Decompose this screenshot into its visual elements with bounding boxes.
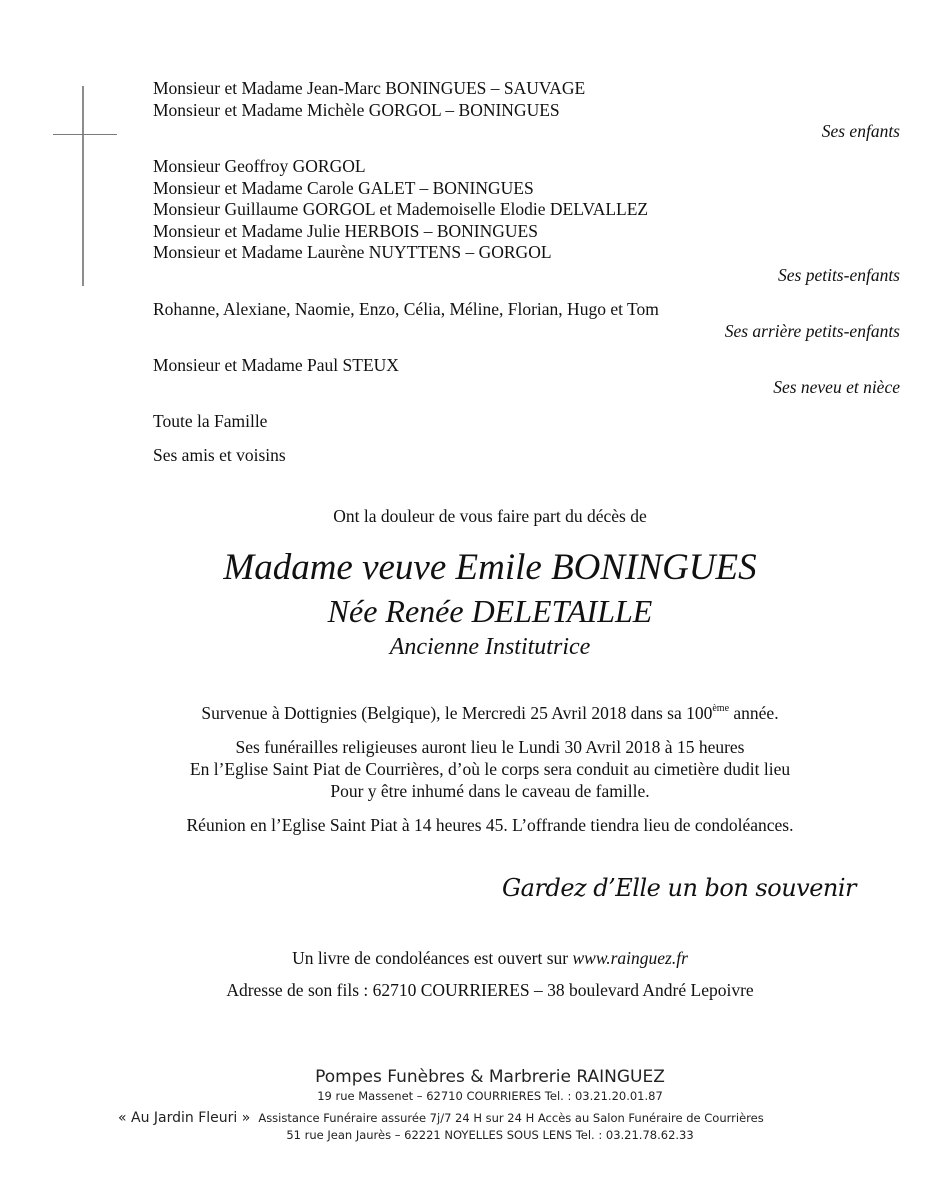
- family-grandchild-line: Monsieur et Madame Julie HERBOIS – BONINGUES: [153, 221, 538, 241]
- family-grandchild-line: Monsieur Geoffroy GORGOL: [153, 156, 366, 176]
- cross-horizontal-bar: [53, 134, 117, 135]
- company-address: 19 rue Massenet – 62710 COURRIERES Tel. : 03.21.20.01.87: [317, 1089, 663, 1103]
- occupation: Ancienne Institutrice: [389, 634, 591, 660]
- gathering-line: Réunion en l’Eglise Saint Piat à 14 heures 45. L’offrande tiendra lieu de condoléances.: [186, 815, 794, 835]
- role-label-great-grandchildren: Ses arrière petits-enfants: [724, 321, 900, 341]
- condolence-link[interactable]: www.rainguez.fr: [572, 948, 688, 968]
- announcement-intro: Ont la douleur de vous faire part du décès de: [333, 506, 647, 526]
- role-label-nephew-niece: Ses neveu et nièce: [773, 377, 900, 397]
- family-child-line: Monsieur et Madame Michèle GORGOL – BONINGUES: [153, 100, 560, 120]
- funeral-line: En l’Eglise Saint Piat de Courrières, d’où le corps sera conduit au cimetière dudit lieu: [189, 759, 791, 779]
- son-address: Adresse de son fils : 62710 COURRIERES – 38 boulevard André Lepoivre: [226, 980, 754, 1000]
- condolence-line: [0, 947, 946, 969]
- role-label-children: Ses enfants: [821, 121, 900, 141]
- family-grandchild-line: Monsieur et Madame Carole GALET – BONINGUES: [153, 178, 534, 198]
- death-notice-ordinal: ème: [712, 703, 730, 714]
- branch-services: Assistance Funéraire assurée 7j/7 24 H sur 24 H Accès au Salon Funéraire de Courrières: [258, 1111, 764, 1125]
- death-notice-text: Survenue à Dottignies (Belgique), le Mercredi 25 Avril 2018 dans sa 100: [201, 703, 713, 723]
- cross-vertical-bar: [82, 86, 84, 286]
- family-grandchild-line: Monsieur Guillaume GORGOL et Mademoiselle Elodie DELVALLEZ: [153, 199, 649, 219]
- role-label-grandchildren: Ses petits-enfants: [778, 265, 900, 285]
- remembrance-text: Gardez d’Elle un bon souvenir: [502, 874, 857, 902]
- family-grandchild-line: Monsieur et Madame Laurène NUYTTENS – GORGOL: [153, 242, 552, 262]
- branch-name: « Au Jardin Fleuri »: [118, 1110, 251, 1126]
- condolence-text: Un livre de condoléances est ouvert sur: [292, 948, 573, 968]
- family-friends-line: Ses amis et voisins: [153, 445, 286, 465]
- death-notice-end: année.: [729, 703, 779, 723]
- family-nephew-niece-line: Monsieur et Madame Paul STEUX: [153, 355, 399, 375]
- company-name: Pompes Funèbres & Marbrerie RAINGUEZ: [315, 1067, 665, 1087]
- deceased-name: Madame veuve Emile BONINGUES: [223, 547, 757, 588]
- maiden-name: Née Renée DELETAILLE: [327, 593, 653, 629]
- branch-line: [118, 1108, 764, 1128]
- family-child-line: Monsieur et Madame Jean-Marc BONINGUES – SAUVAGE: [153, 78, 586, 98]
- family-great-grandchildren-line: Rohanne, Alexiane, Naomie, Enzo, Célia, Méline, Florian, Hugo et Tom: [153, 299, 659, 319]
- funeral-line: Ses funérailles religieuses auront lieu le Lundi 30 Avril 2018 à 15 heures: [235, 737, 745, 757]
- branch-address: 51 rue Jean Jaurès – 62221 NOYELLES SOUS LENS Tel. : 03.21.78.62.33: [286, 1128, 694, 1142]
- death-notice: [0, 702, 946, 724]
- family-all-line: Toute la Famille: [153, 411, 268, 431]
- funeral-line: Pour y être inhumé dans le caveau de famille.: [330, 781, 650, 801]
